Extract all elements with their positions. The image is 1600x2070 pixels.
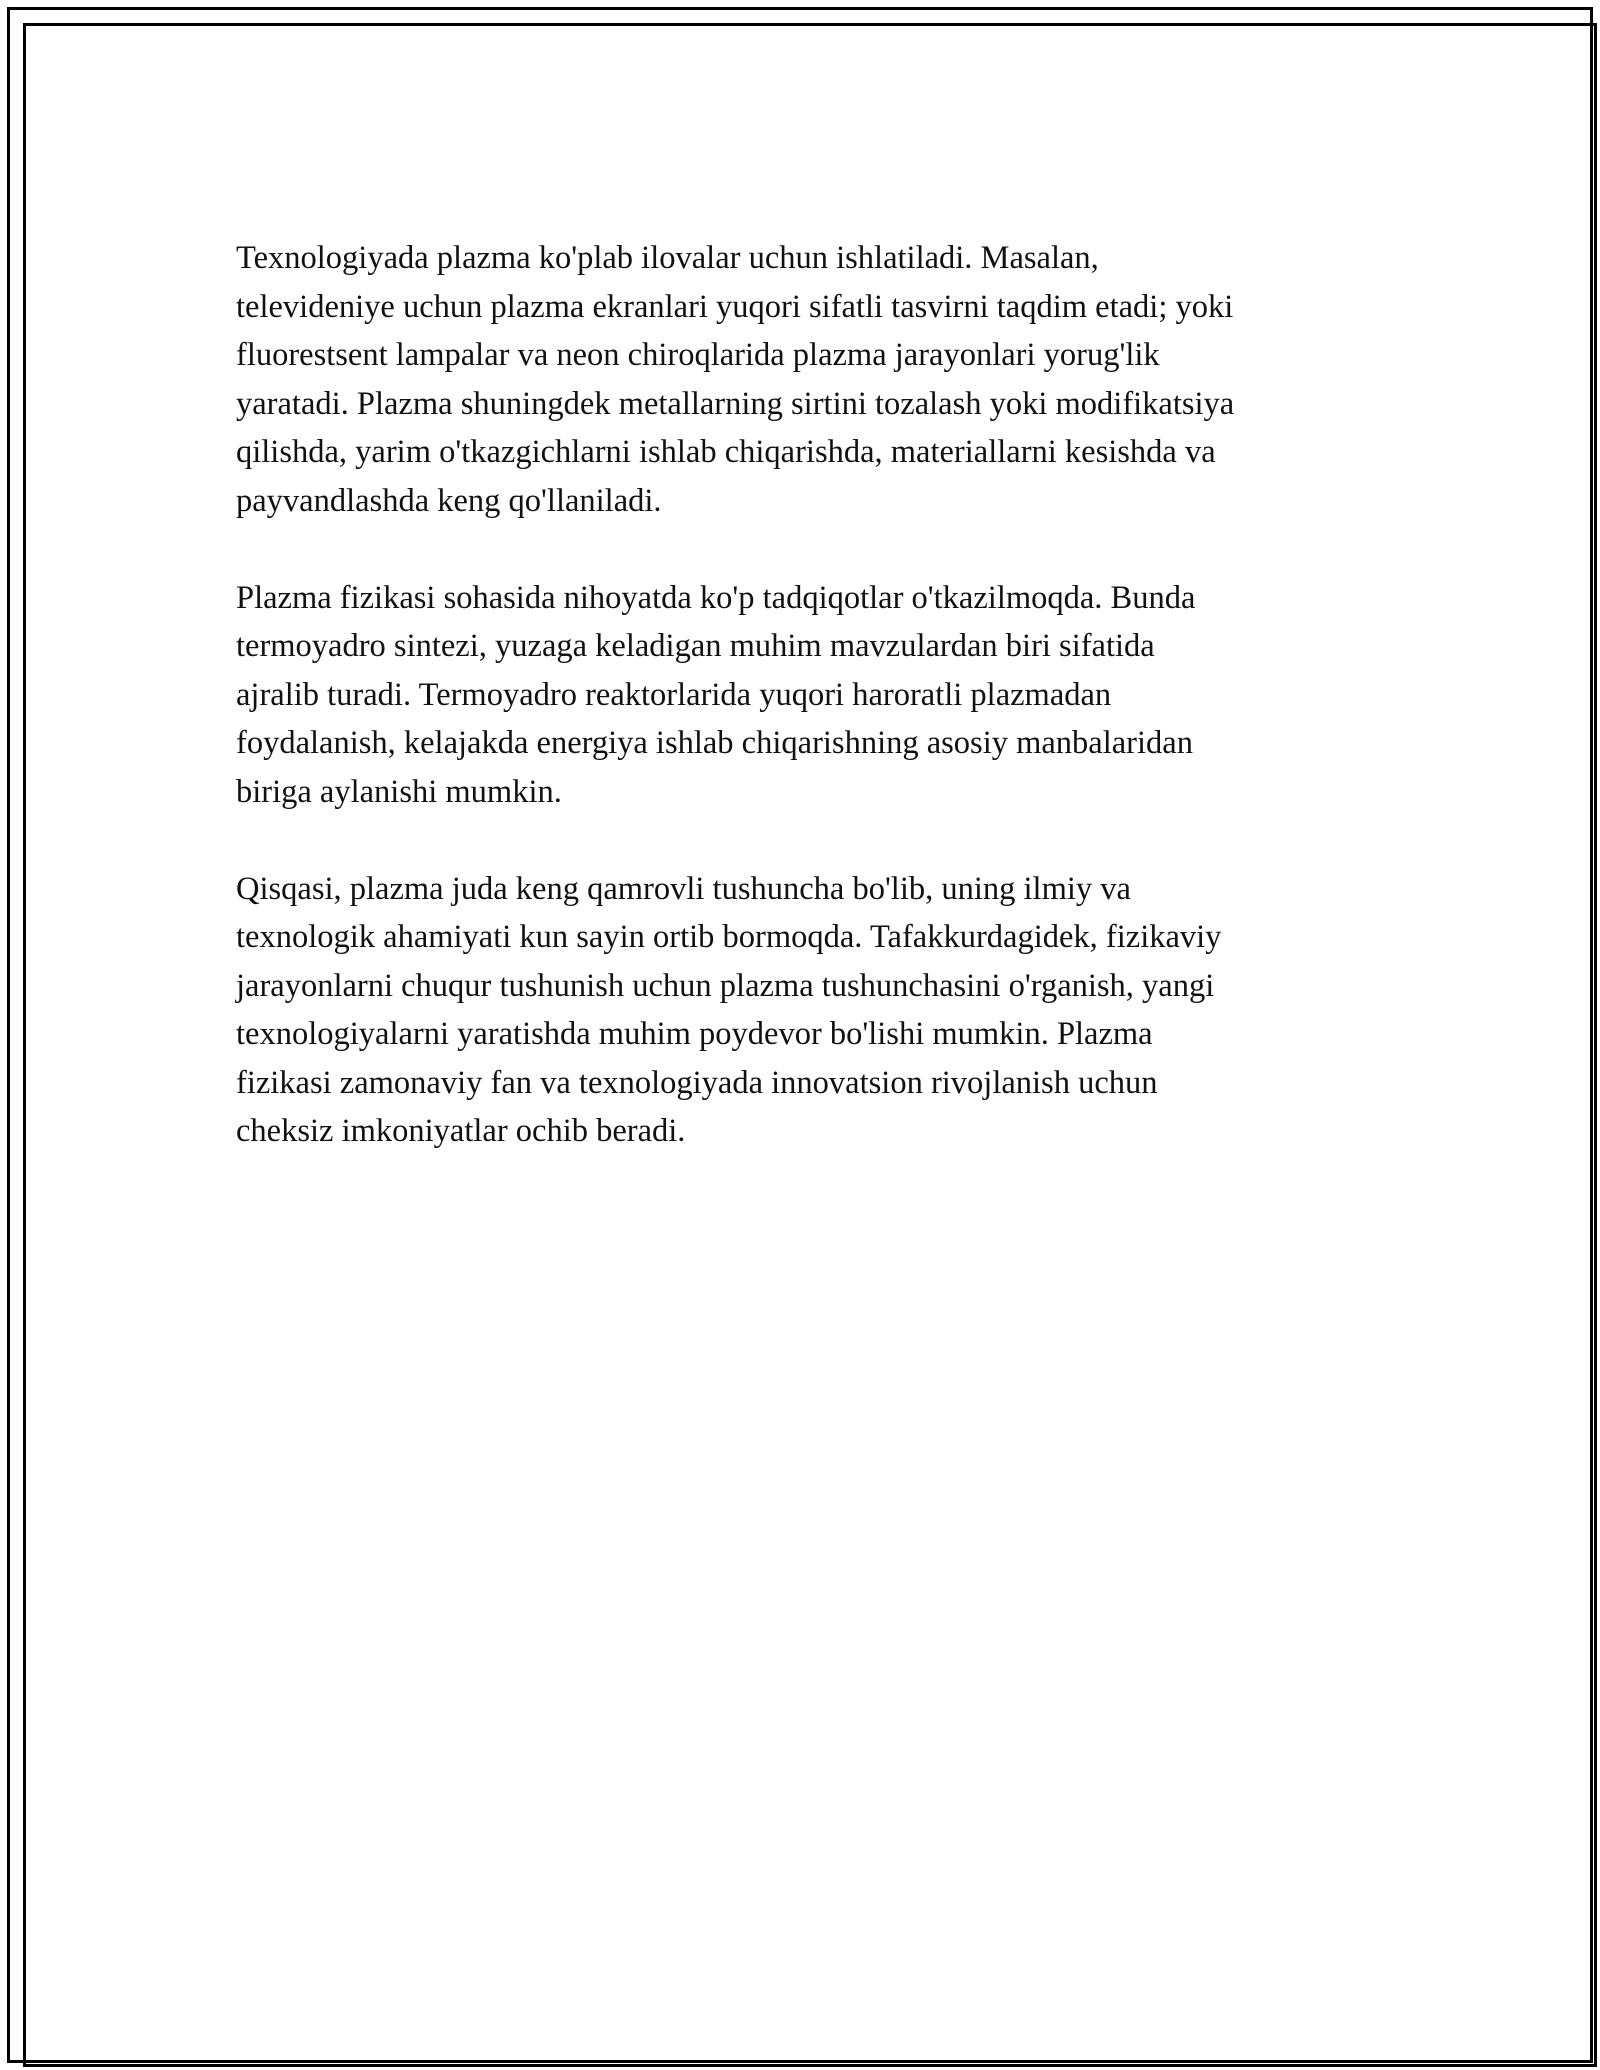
text-line: qilishda, yarim o'tkazgichlarni ishlab chiqarishda, materiallarni kesishda va (236, 434, 1216, 470)
text-line: fizikasi zamonaviy fan va texnologiyada innovatsion rivojlanish uchun (236, 1064, 1158, 1101)
paragraph-conclusion (236, 865, 1386, 1156)
text-line: payvandlashda keng qo'llaniladi. (236, 482, 662, 519)
paragraph-plasma-research (236, 574, 1386, 817)
text-line: texnologiyalarni yaratishda muhim poydevor bo'lishi mumkin. Plazma (236, 1016, 1153, 1052)
text-line: biriga aylanishi mumkin. (236, 773, 562, 810)
text-line: televideniye uchun plazma ekranlari yuqori sifatli tasvirni taqdim etadi; yoki (236, 288, 1234, 325)
text-line: jarayonlarni chuqur tushunish uchun plazma tushunchasini o'rganish, yangi (236, 967, 1215, 1004)
text-line: yaratadi. Plazma shuningdek metallarning sirtini tozalash yoki modifikatsiya (236, 385, 1235, 422)
text-line: texnologik ahamiyati kun sayin ortib bormoqda. Tafakkurdagidek, fizikaviy (236, 919, 1222, 955)
text-line: Qisqasi, plazma juda keng qamrovli tushuncha bo'lib, uning ilmiy va (236, 870, 1131, 907)
text-line: fluorestsent lampalar va neon chiroqlarida plazma jarayonlari yorug'lik (236, 337, 1160, 373)
text-line: ajralib turadi. Termoyadro reaktorlarida yuqori haroratli plazmadan (236, 676, 1112, 713)
paragraph-plasma-applications (236, 234, 1386, 525)
text-line: Plazma fizikasi sohasida nihoyatda ko'p tadqiqotlar o'tkazilmoqda. Bunda (236, 579, 1196, 616)
text-line: foydalanish, kelajakda energiya ishlab chiqarishning asosiy manbalaridan (236, 725, 1193, 761)
text-line: termoyadro sintezi, yuzaga keladigan muhim mavzulardan biri sifatida (236, 628, 1155, 664)
text-line: cheksiz imkoniyatlar ochib beradi. (236, 1113, 686, 1149)
document-body (236, 234, 1386, 1204)
text-line: Texnologiyada plazma ko'plab ilovalar uchun ishlatiladi. Masalan, (236, 240, 1099, 276)
